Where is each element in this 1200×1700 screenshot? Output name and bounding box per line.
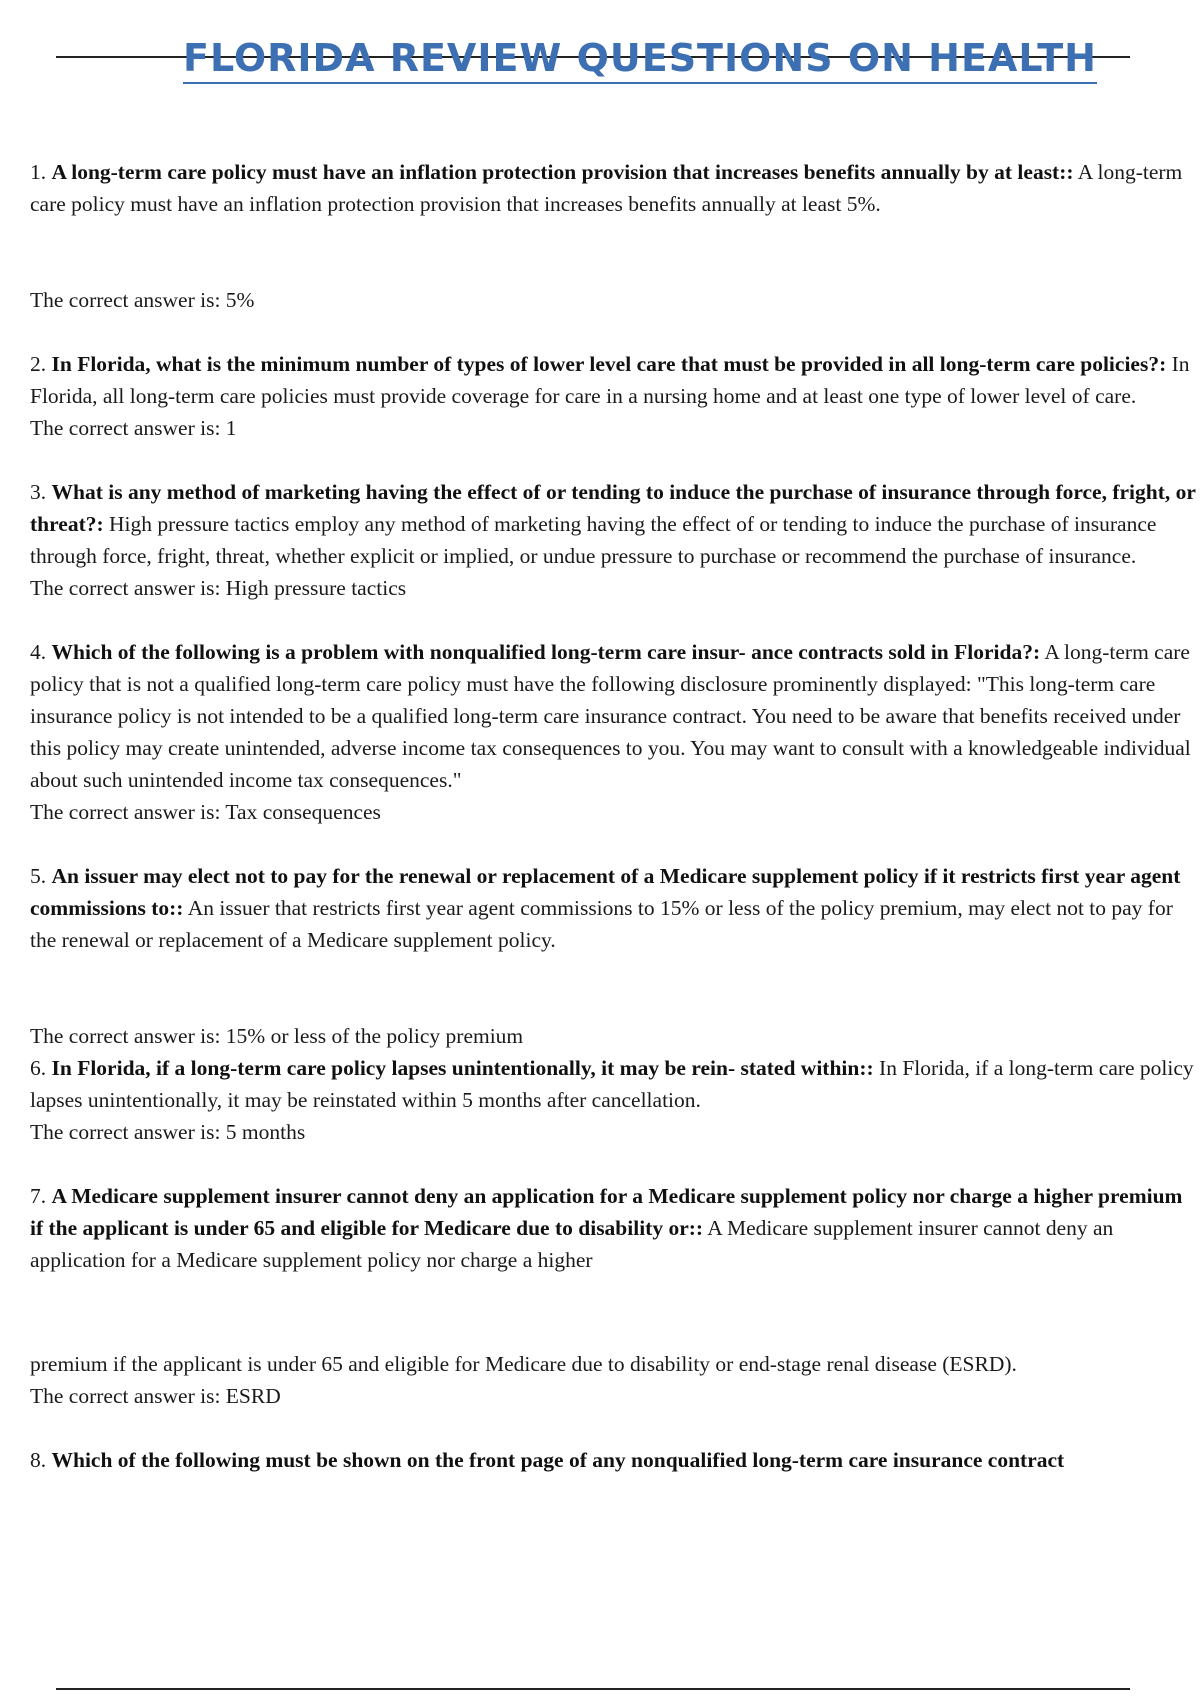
question-text: An issuer may elect not to pay for the renewal or replacement of a Medicare supplement policy if it restricts first year agent commissions to:: bbox=[30, 864, 1181, 920]
question-text: Which of the following must be shown on the front page of any nonqualified long-term care insurance contract bbox=[51, 1448, 1065, 1472]
question-item bbox=[30, 636, 1200, 796]
question-text: Which of the following is a problem with nonqualified long-term care insur- ance contracts sold in Florida?: bbox=[51, 640, 1041, 664]
question-explanation-continued: premium if the applicant is under 65 and eligible for Medicare due to disability or end-stage renal disease (ESRD). bbox=[30, 1352, 1017, 1376]
correct-answer: The correct answer is: High pressure tactics bbox=[30, 576, 407, 600]
question-explanation: An issuer that restricts first year agent commissions to 15% or less of the policy premium, may elect not to pay for the renewal or replacement of a Medicare supplement policy. bbox=[30, 896, 1173, 952]
question-explanation: High pressure tactics employ any method of marketing having the effect of or tending to induce the purchase of insurance through force, fright, threat, whether explicit or implied, or undue pressure to purchase or recommend the purchase of insurance. bbox=[30, 512, 1157, 568]
question-text: What is any method of marketing having the effect of or tending to induce the purchase of insurance through force, fright, or threat?: bbox=[30, 480, 1196, 536]
bottom-rule bbox=[56, 1688, 1130, 1690]
question-item bbox=[30, 860, 1200, 956]
question-item bbox=[30, 156, 1200, 220]
correct-answer: The correct answer is: 15% or less of the policy premium bbox=[30, 1024, 524, 1048]
correct-answer: The correct answer is: Tax consequences bbox=[30, 800, 381, 824]
question-explanation: A long-term care policy must have an inflation protection provision that increases benefits annually at least 5%. bbox=[30, 160, 1183, 216]
question-number: 1. bbox=[30, 160, 47, 184]
question-text: In Florida, if a long-term care policy lapses unintentionally, it may be rein- stated within:: bbox=[51, 1056, 874, 1080]
question-number: 5. bbox=[30, 864, 47, 888]
question-explanation: In Florida, all long-term care policies must provide coverage for care in a nursing home and at least one type of lower level of care. bbox=[30, 352, 1190, 408]
question-number: 3. bbox=[30, 480, 47, 504]
question-explanation: A long-term care policy that is not a qualified long-term care policy must have the following disclosure prominently displayed: "This long-term care insurance policy is not intended to be a qualified long-term care insurance contract. You need to be aware that benefits received under this policy may create unintended, adverse income tax consequences to you. You may want to consult with a knowledgeable individual about such unintended income tax consequences." bbox=[30, 640, 1191, 792]
question-item bbox=[30, 1180, 1200, 1276]
question-item bbox=[30, 348, 1200, 412]
question-text: A Medicare supplement insurer cannot deny an application for a Medicare supplement policy nor charge a higher premium if the applicant is under 65 and eligible for Medicare due to disability or:: bbox=[30, 1184, 1183, 1240]
correct-answer: The correct answer is: 1 bbox=[30, 416, 237, 440]
question-explanation: A Medicare supplement insurer cannot deny an application for a Medicare supplement policy nor charge a higher bbox=[30, 1216, 1114, 1272]
question-number: 2. bbox=[30, 352, 47, 376]
question-explanation: In Florida, if a long-term care policy lapses unintentionally, it may be reinstated within 5 months after cancellation. bbox=[30, 1056, 1194, 1112]
question-item bbox=[30, 1052, 1200, 1116]
question-number: 4. bbox=[30, 640, 47, 664]
question-number: 6. bbox=[30, 1056, 47, 1080]
question-item bbox=[30, 476, 1200, 572]
question-number: 7. bbox=[30, 1184, 47, 1208]
document-title: FLORIDA REVIEW QUESTIONS ON HEALTH bbox=[0, 36, 1200, 84]
question-text: In Florida, what is the minimum number of types of lower level care that must be provided in all long-term care policies?: bbox=[51, 352, 1167, 376]
correct-answer: The correct answer is: 5% bbox=[30, 288, 255, 312]
question-text: A long-term care policy must have an inflation protection provision that increases benefits annually by at least:: bbox=[51, 160, 1074, 184]
correct-answer: The correct answer is: ESRD bbox=[30, 1384, 281, 1408]
question-number: 8. bbox=[30, 1448, 47, 1472]
questions-list bbox=[30, 156, 1200, 1476]
question-item bbox=[30, 1444, 1200, 1476]
correct-answer: The correct answer is: 5 months bbox=[30, 1120, 306, 1144]
